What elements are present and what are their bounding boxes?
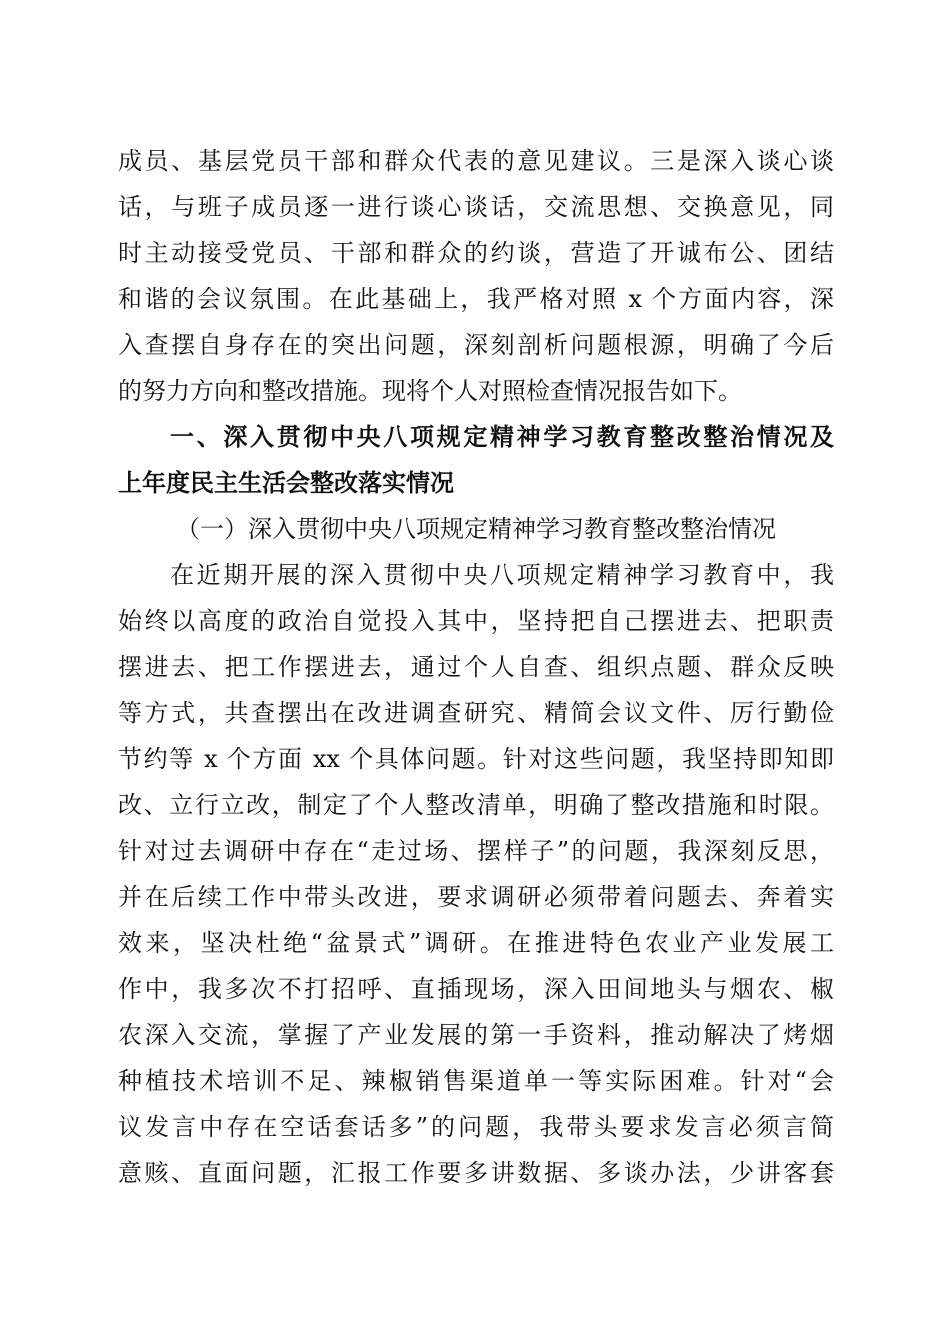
body-line: 意赅、直面问题，汇报工作要多讲数据、多谈办法，少讲客套 (118, 1159, 834, 1187)
section-heading: 上年度民主生活会整改落实情况 (118, 469, 454, 497)
body-line: 在近期开展的深入贯彻中央八项规定精神学习教育中，我 (170, 561, 834, 589)
body-line: 等方式，共查摆出在改进调查研究、精简会议文件、厉行勤俭 (118, 699, 834, 727)
body-line: 种植技术培训不足、辣椒销售渠道单一等实际困难。针对“会 (118, 1067, 834, 1095)
body-line: 效来，坚决杜绝“盆景式”调研。在推进特色农业产业发展工 (118, 929, 834, 957)
intro-line: 成员、基层党员干部和群众代表的意见建议。三是深入谈心谈 (118, 147, 834, 175)
intro-line: 入查摆自身存在的突出问题，深刻剖析问题根源，明确了今后 (118, 331, 834, 359)
intro-line: 和谐的会议氛围。在此基础上，我严格对照 x 个方面内容，深 (118, 285, 834, 313)
body-line: 改、立行立改，制定了个人整改清单，明确了整改措施和时限。 (118, 791, 834, 819)
body-line: 摆进去、把工作摆进去，通过个人自查、组织点题、群众反映 (118, 653, 834, 681)
body-line: 作中，我多次不打招呼、直插现场，深入田间地头与烟农、椒 (118, 975, 834, 1003)
body-line: 始终以高度的政治自觉投入其中，坚持把自己摆进去、把职责 (118, 607, 834, 635)
body-line: 议发言中存在空话套话多”的问题，我带头要求发言必须言简 (118, 1113, 834, 1141)
intro-line: 话，与班子成员逐一进行谈心谈话，交流思想、交换意见，同 (118, 193, 834, 221)
subsection-heading: （一）深入贯彻中央八项规定精神学习教育整改整治情况 (176, 515, 776, 543)
intro-line: 的努力方向和整改措施。现将个人对照检查情况报告如下。 (118, 377, 742, 405)
body-line: 针对过去调研中存在“走过场、摆样子”的问题，我深刻反思， (118, 837, 834, 865)
body-line: 并在后续工作中带头改进，要求调研必须带着问题去、奔着实 (118, 883, 834, 911)
intro-line: 时主动接受党员、干部和群众的约谈，营造了开诚布公、团结 (118, 239, 834, 267)
body-line: 农深入交流，掌握了产业发展的第一手资料，推动解决了烤烟 (118, 1021, 834, 1049)
section-heading: 一、深入贯彻中央八项规定精神学习教育整改整治情况及 (170, 423, 834, 451)
body-line: 节约等 x 个方面 xx 个具体问题。针对这些问题，我坚持即知即 (118, 745, 834, 773)
